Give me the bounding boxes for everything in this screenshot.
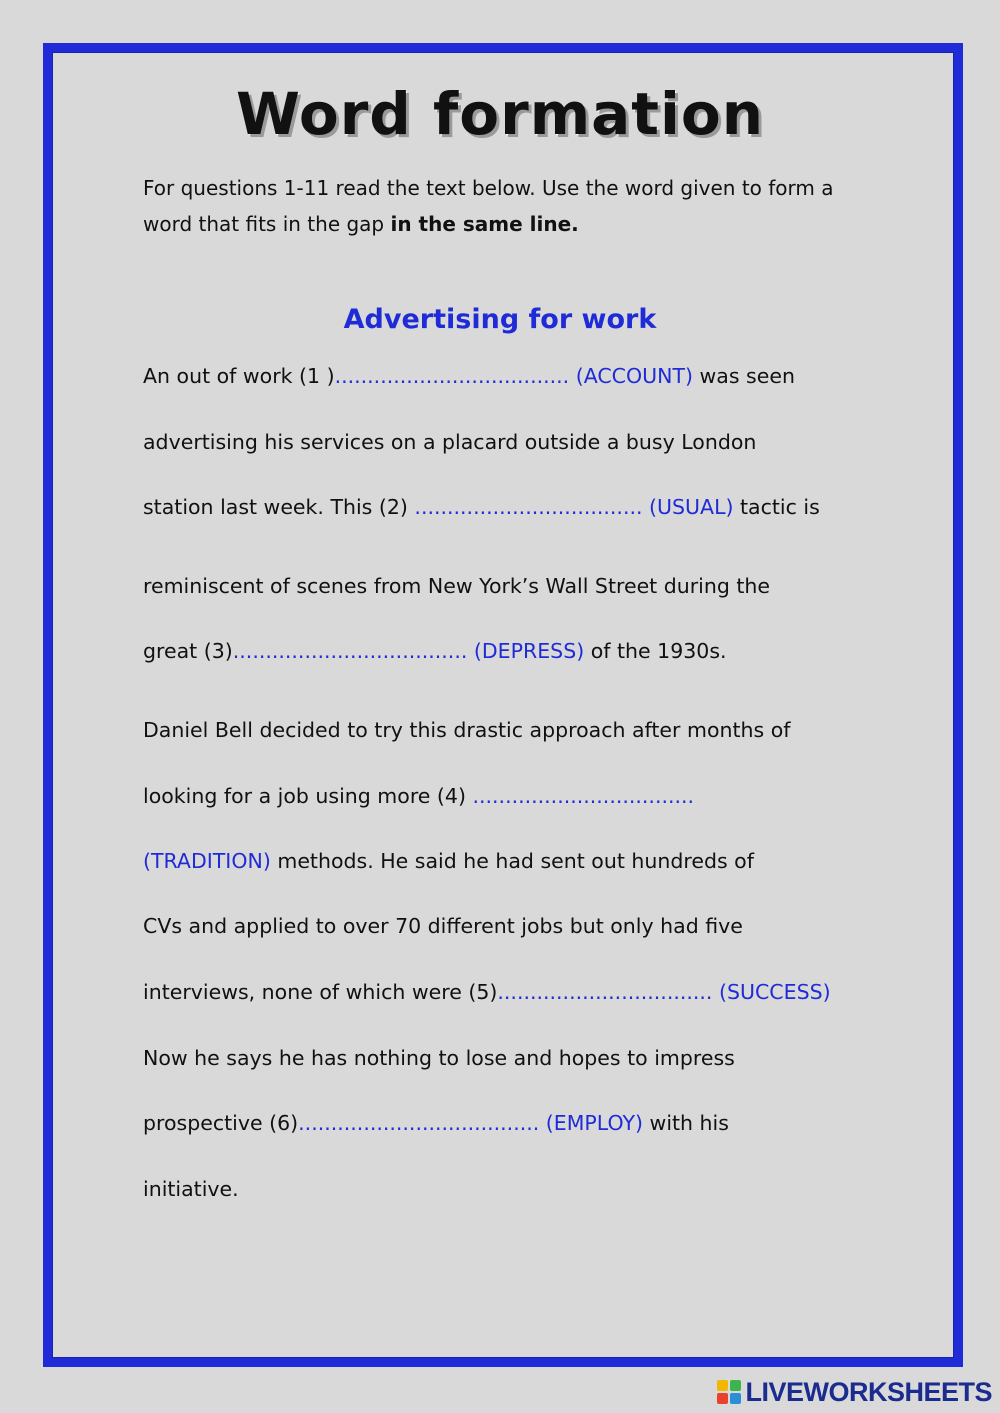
line-text: Daniel Bell decided to try this drastic approach after months of: [143, 718, 791, 742]
answer-gap-1[interactable]: ....................................: [334, 364, 570, 388]
line-text: An out of work (1 ): [143, 364, 335, 388]
liveworksheets-logo[interactable]: [717, 1377, 992, 1407]
line-text: advertising his services on a placard outside a busy London: [143, 430, 757, 454]
line-text: prospective (6): [143, 1111, 299, 1135]
instructions-emphasis: in the same line.: [390, 212, 579, 236]
text-line-1: [143, 364, 795, 388]
text-line-6: [143, 718, 790, 742]
instructions-text: For questions 1-11 read the text below. Use the word given to form a word that fits in the gap: [143, 176, 834, 236]
line-text: great (3): [143, 639, 233, 663]
page-title: Word formation: [235, 80, 765, 148]
answer-gap-3[interactable]: ....................................: [232, 639, 468, 663]
text-line-7: [143, 784, 694, 808]
answer-gap-5[interactable]: .................................: [497, 980, 713, 1004]
answer-gap-4[interactable]: ..................................: [472, 784, 695, 808]
text-line-13: [143, 1177, 239, 1201]
line-text: with his: [643, 1111, 729, 1135]
instructions: [143, 170, 863, 242]
line-text: tactic is: [733, 495, 820, 519]
line-text: initiative.: [143, 1177, 239, 1201]
text-heading: Advertising for work: [343, 304, 657, 335]
answer-gap-2[interactable]: ...................................: [414, 495, 643, 519]
line-text: CVs and applied to over 70 different jobs but only had five: [143, 914, 743, 938]
line-text: Now he says he has nothing to lose and hopes to impress: [143, 1046, 735, 1070]
word-cue-1: (ACCOUNT): [575, 364, 693, 388]
text-line-9: [143, 914, 743, 938]
word-cue-3: (DEPRESS): [473, 639, 585, 663]
text-line-4: [143, 574, 770, 598]
text-line-5: [143, 639, 727, 663]
text-line-11: [143, 1046, 735, 1070]
line-text: was seen: [693, 364, 795, 388]
liveworksheets-logo-icon: [717, 1380, 741, 1404]
word-cue-4: (TRADITION): [143, 849, 271, 873]
word-cue-6: (EMPLOY): [545, 1111, 644, 1135]
line-text: looking for a job using more (4): [143, 784, 473, 808]
line-text: of the 1930s.: [584, 639, 727, 663]
answer-gap-6[interactable]: .....................................: [298, 1111, 540, 1135]
word-cue-5: (SUCCESS): [718, 980, 831, 1004]
line-text: reminiscent of scenes from New York’s Wall Street during the: [143, 574, 771, 598]
text-line-12: [143, 1111, 729, 1135]
logo-text: LIVEWORKSHEETS: [745, 1376, 992, 1407]
line-text: station last week. This (2): [143, 495, 415, 519]
text-line-10: [143, 980, 831, 1004]
word-cue-2: (USUAL): [649, 495, 734, 519]
text-line-8: [143, 849, 754, 873]
line-text: methods. He said he had sent out hundreds of: [270, 849, 754, 873]
text-line-3: [143, 495, 820, 519]
text-line-2: [143, 430, 756, 454]
line-text: interviews, none of which were (5): [143, 980, 498, 1004]
